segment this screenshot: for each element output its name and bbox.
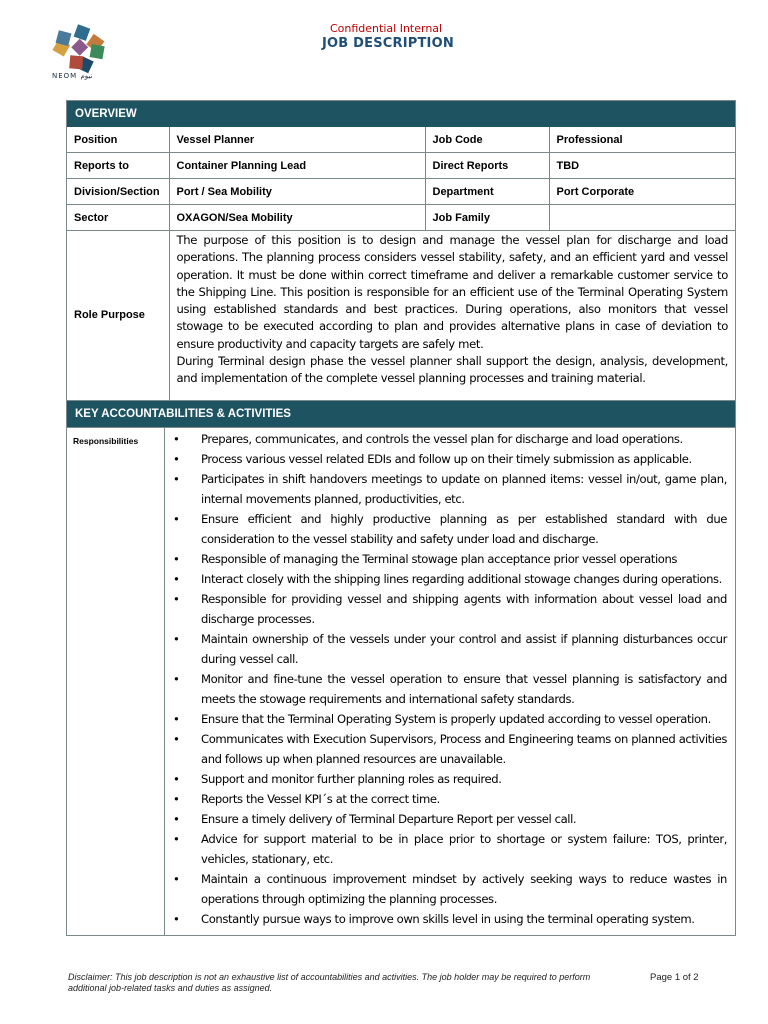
list-item bbox=[173, 909, 727, 929]
list-item bbox=[173, 769, 727, 789]
bullet-icon: • bbox=[173, 511, 180, 526]
bullet-icon: • bbox=[173, 451, 180, 466]
role-purpose-paragraph: During Terminal design phase the vessel planner shall support the design, analysis, development, and implementation of the complete vessel planning processes and training material. bbox=[176, 354, 728, 386]
accountabilities-heading: KEY ACCOUNTABILITIES & ACTIVITIES bbox=[67, 401, 735, 427]
role-purpose-row bbox=[67, 231, 735, 401]
responsibility-text: Ensure that the Terminal Operating System is properly updated according to vessel operation. bbox=[201, 711, 711, 726]
role-purpose-text bbox=[169, 231, 735, 401]
responsibility-text: Communicates with Execution Supervisors, Process and Engineering teams on planned activities and follows up when planned resources are unavailable. bbox=[201, 731, 727, 766]
role-purpose-label: Role Purpose bbox=[67, 231, 169, 401]
bullet-icon: • bbox=[173, 791, 180, 806]
disclaimer: Disclaimer: This job description is not an exhaustive list of accountabilities and activities. The job holder may be required to perform additional job-related tasks and duties as assigned. bbox=[68, 972, 591, 993]
responsibility-text: Monitor and fine-tune the vessel operation to ensure that vessel planning is satisfactory and meets the stowage requirements and international safety standards. bbox=[201, 671, 727, 706]
list-item bbox=[173, 509, 727, 549]
field-value: Vessel Planner bbox=[169, 127, 425, 153]
bullet-icon: • bbox=[173, 831, 180, 846]
field-value: Professional bbox=[549, 127, 735, 153]
list-item bbox=[173, 729, 727, 769]
responsibility-text: Process various vessel related EDIs and follow up on their timely submission as applicable. bbox=[201, 451, 692, 466]
responsibilities-list bbox=[165, 428, 735, 935]
bullet-icon: • bbox=[173, 571, 180, 586]
field-value: TBD bbox=[549, 153, 735, 179]
responsibility-text: Prepares, communicates, and controls the vessel plan for discharge and load operations. bbox=[201, 431, 683, 446]
field-label: Job Code bbox=[425, 127, 549, 153]
field-value: Port / Sea Mobility bbox=[169, 179, 425, 205]
job-description-table bbox=[66, 100, 736, 936]
responsibility-text: Maintain a continuous improvement mindset by actively seeking ways to reduce wastes in operations through optimizing the planning processes. bbox=[201, 871, 727, 906]
field-label: Sector bbox=[67, 205, 169, 231]
list-item bbox=[173, 869, 727, 909]
list-item bbox=[173, 569, 727, 589]
bullet-icon: • bbox=[173, 431, 180, 446]
confidential-label: Confidential Internal bbox=[330, 22, 443, 35]
list-item bbox=[173, 829, 727, 869]
responsibility-text: Constantly pursue ways to improve own skills level in using the terminal operating system. bbox=[201, 911, 695, 926]
responsibility-text: Maintain ownership of the vessels under your control and assist if planning disturbances occur during vessel call. bbox=[201, 631, 727, 666]
field-label: Direct Reports bbox=[425, 153, 549, 179]
responsibility-text: Reports the Vessel KPI´s at the correct time. bbox=[201, 791, 440, 806]
list-item bbox=[173, 809, 727, 829]
field-label: Reports to bbox=[67, 153, 169, 179]
field-label: Division/Section bbox=[67, 179, 169, 205]
list-item bbox=[173, 429, 727, 449]
bullet-icon: • bbox=[173, 731, 180, 746]
bullet-icon: • bbox=[173, 871, 180, 886]
table-row bbox=[67, 205, 735, 231]
list-item bbox=[173, 709, 727, 729]
list-item bbox=[173, 449, 727, 469]
logo-wordmark: NEOM نيوم bbox=[52, 72, 93, 80]
page-number: Page 1 of 2 bbox=[650, 972, 699, 983]
bullet-icon: • bbox=[173, 771, 180, 786]
table-row bbox=[67, 153, 735, 179]
responsibility-text: Interact closely with the shipping lines regarding additional stowage changes during operations. bbox=[201, 571, 722, 586]
page-title: JOB DESCRIPTION bbox=[322, 36, 454, 51]
bullet-icon: • bbox=[173, 591, 180, 606]
responsibility-text: Support and monitor further planning roles as required. bbox=[201, 771, 502, 786]
field-label: Department bbox=[425, 179, 549, 205]
list-item bbox=[173, 789, 727, 809]
list-item bbox=[173, 589, 727, 629]
field-value: Port Corporate bbox=[549, 179, 735, 205]
bullet-icon: • bbox=[173, 811, 180, 826]
bullet-icon: • bbox=[173, 631, 180, 646]
list-item bbox=[173, 669, 727, 709]
responsibility-text: Ensure efficient and highly productive planning as per established standard with due consideration to the vessel stability and safety under load and discharge. bbox=[201, 511, 727, 546]
responsibility-text: Responsible of managing the Terminal stowage plan acceptance prior vessel operations bbox=[201, 551, 678, 566]
field-label: Position bbox=[67, 127, 169, 153]
field-label: Job Family bbox=[425, 205, 549, 231]
field-value: OXAGON/Sea Mobility bbox=[169, 205, 425, 231]
list-item bbox=[173, 469, 727, 509]
responsibility-text: Responsible for providing vessel and shipping agents with information about vessel load and discharge processes. bbox=[201, 591, 727, 626]
list-item bbox=[173, 549, 727, 569]
table-row bbox=[67, 127, 735, 153]
overview-heading: OVERVIEW bbox=[67, 101, 735, 127]
responsibility-text: Ensure a timely delivery of Terminal Departure Report per vessel call. bbox=[201, 811, 577, 826]
list-item bbox=[173, 629, 727, 669]
field-value bbox=[549, 205, 735, 231]
responsibility-text: Participates in shift handovers meetings to update on planned items: vessel in/out, game plan, internal movements planned, productivities, etc. bbox=[201, 471, 727, 506]
bullet-icon: • bbox=[173, 551, 180, 566]
role-purpose-paragraph: The purpose of this position is to design and manage the vessel plan for discharge and load operations. The planning process considers vessel stability, safety, and an efficient yard and vessel operation. It must be done within correct timeframe and deliver a remarkable customer service to the Shipping Line. This position is responsible for an efficient use of the Terminal Operating System using established standards and best practices. During operations, also monitors that vessel stowage to be executed according to plan and provides alternative plans in case of deviation to ensure productivity and capacity targets are safely met. bbox=[176, 233, 728, 351]
responsibilities-label: Responsibilities bbox=[67, 428, 165, 935]
responsibility-text: Advice for support material to be in place prior to shortage or system failure: TOS, printer, vehicles, stationary, etc. bbox=[201, 831, 727, 866]
bullet-icon: • bbox=[173, 471, 180, 486]
overview-table bbox=[67, 127, 735, 401]
responsibilities-section bbox=[67, 427, 735, 935]
bullet-icon: • bbox=[173, 711, 180, 726]
table-row bbox=[67, 179, 735, 205]
field-value: Container Planning Lead bbox=[169, 153, 425, 179]
bullet-icon: • bbox=[173, 671, 180, 686]
bullet-icon: • bbox=[173, 911, 180, 926]
